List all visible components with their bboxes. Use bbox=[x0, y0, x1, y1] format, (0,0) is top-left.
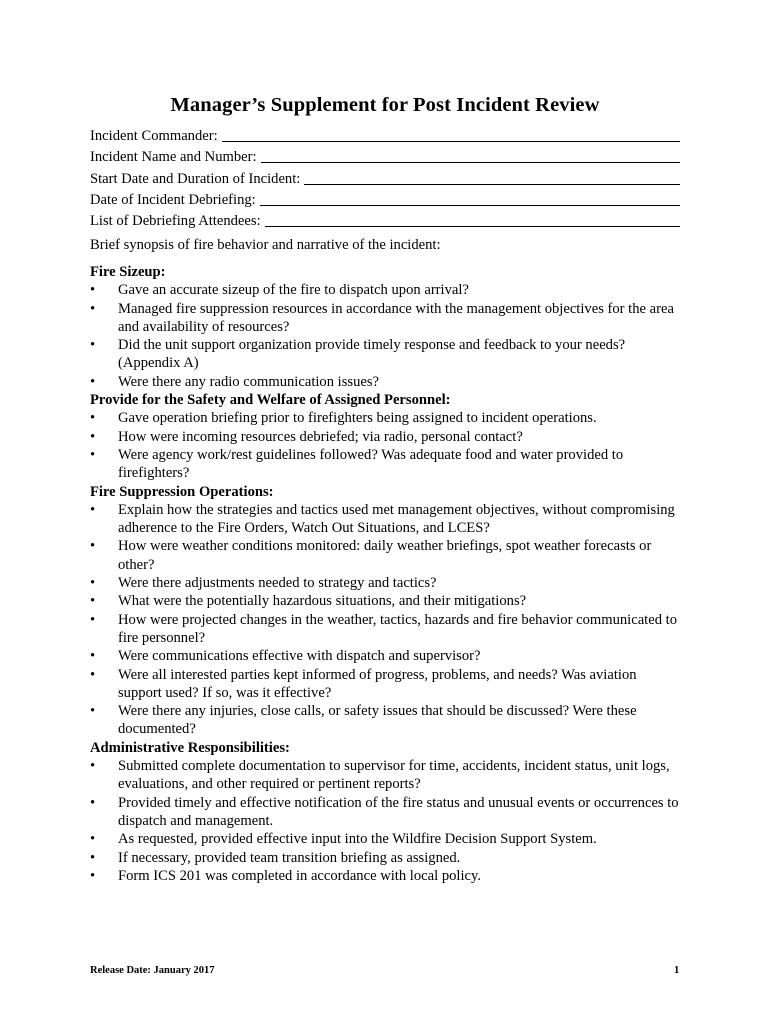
bullet-icon: • bbox=[90, 831, 96, 848]
bullet-icon: • bbox=[90, 648, 96, 665]
list-item bbox=[90, 501, 680, 538]
list-item-text: Did the unit support organization provide timely response and feedback to your needs? (Appendix A) bbox=[118, 337, 626, 372]
list-item bbox=[90, 702, 680, 739]
list-item-text: Provided timely and effective notification of the fire status and unusual events or occurrences to dispatch and management. bbox=[118, 794, 679, 829]
field-incident-commander bbox=[90, 124, 680, 145]
bullet-icon: • bbox=[90, 337, 96, 354]
page-number: 1 bbox=[674, 965, 680, 976]
field-label: Incident Commander: bbox=[90, 128, 218, 145]
list-item bbox=[90, 281, 680, 299]
section-heading-fire-sizeup: Fire Sizeup: bbox=[90, 264, 166, 280]
list-item bbox=[90, 537, 680, 574]
bullet-icon: • bbox=[90, 794, 96, 811]
bullet-icon: • bbox=[90, 849, 96, 866]
list-item-text: As requested, provided effective input into the Wildfire Decision Support System. bbox=[118, 831, 597, 848]
list-item-text: What were the potentially hazardous situations, and their mitigations? bbox=[118, 593, 527, 610]
list-item bbox=[90, 647, 680, 665]
list-item-text: Managed fire suppression resources in accordance with the management objectives for the area and availability of resources? bbox=[118, 300, 674, 335]
list-item-text: Were there any injuries, close calls, or safety issues that should be discussed? Were these documented? bbox=[118, 703, 637, 738]
bullet-icon: • bbox=[90, 282, 96, 299]
bullet-icon: • bbox=[90, 501, 96, 518]
list-item-text: How were incoming resources debriefed; via radio, personal contact? bbox=[118, 428, 523, 445]
blank-line[interactable] bbox=[260, 193, 680, 206]
bullet-icon: • bbox=[90, 446, 96, 463]
list-item bbox=[90, 428, 680, 446]
bullet-icon: • bbox=[90, 703, 96, 720]
bullet-icon: • bbox=[90, 373, 96, 390]
review-sections bbox=[90, 263, 680, 885]
field-debriefing-attendees bbox=[90, 209, 680, 230]
field-label: Incident Name and Number: bbox=[90, 149, 257, 166]
list-item bbox=[90, 794, 680, 831]
release-date: Release Date: January 2017 bbox=[90, 965, 215, 976]
list-item bbox=[90, 373, 680, 391]
page-title: Manager’s Supplement for Post Incident Review bbox=[170, 94, 600, 116]
bullet-icon: • bbox=[90, 867, 96, 884]
list-item-text: Were communications effective with dispatch and supervisor? bbox=[118, 648, 481, 665]
list-item bbox=[90, 300, 680, 337]
field-debriefing-date bbox=[90, 188, 680, 209]
list-item-text: Gave an accurate sizeup of the fire to dispatch upon arrival? bbox=[118, 282, 469, 299]
field-label: List of Debriefing Attendees: bbox=[90, 212, 261, 229]
list-item bbox=[90, 666, 680, 703]
blank-line[interactable] bbox=[265, 214, 680, 227]
list-item-text: How were weather conditions monitored: daily weather briefings, spot weather forecasts or other? bbox=[118, 538, 652, 573]
list-item-text: Submitted complete documentation to supervisor for time, accidents, incident status, unit logs, evaluations, and other required or pertinent reports? bbox=[118, 758, 670, 793]
list-item bbox=[90, 830, 680, 848]
bullet-icon: • bbox=[90, 666, 96, 683]
list-safety-welfare bbox=[90, 409, 680, 482]
field-label: Date of Incident Debriefing: bbox=[90, 191, 256, 208]
field-start-date-duration bbox=[90, 166, 680, 187]
list-item-text: Were all interested parties kept informed of progress, problems, and needs? Was aviation support used? If so, was it effective? bbox=[118, 666, 637, 701]
list-item-text: If necessary, provided team transition briefing as assigned. bbox=[118, 849, 461, 866]
list-item bbox=[90, 867, 680, 885]
list-item bbox=[90, 336, 680, 373]
bullet-icon: • bbox=[90, 538, 96, 555]
bullet-icon: • bbox=[90, 611, 96, 628]
section-heading-suppression-operations: Fire Suppression Operations: bbox=[90, 483, 274, 500]
list-item-text: Were there any radio communication issues? bbox=[118, 373, 380, 390]
list-item-text: How were projected changes in the weather, tactics, hazards and fire behavior communicated to fire personnel? bbox=[118, 611, 678, 646]
list-item-text: Were agency work/rest guidelines followed? Was adequate food and water provided to firefighters? bbox=[118, 446, 624, 482]
list-item bbox=[90, 409, 680, 427]
blank-line[interactable] bbox=[304, 172, 680, 185]
list-item bbox=[90, 611, 680, 648]
blank-line[interactable] bbox=[261, 150, 680, 163]
list-item-text: Were there adjustments needed to strategy and tactics? bbox=[118, 575, 437, 592]
list-item-text: Explain how the strategies and tactics used met management objectives, without compromising adherence to the Fire Orders, Watch Out Situations, and LCES? bbox=[118, 501, 675, 537]
bullet-icon: • bbox=[90, 410, 96, 427]
field-label: Start Date and Duration of Incident: bbox=[90, 170, 301, 187]
list-item bbox=[90, 446, 680, 483]
list-item-text: Form ICS 201 was completed in accordance with local policy. bbox=[118, 867, 481, 884]
list-fire-sizeup bbox=[90, 281, 680, 391]
list-item-text: Gave operation briefing prior to firefighters being assigned to incident operations. bbox=[118, 410, 597, 427]
bullet-icon: • bbox=[90, 575, 96, 592]
bullet-icon: • bbox=[90, 428, 96, 445]
list-item bbox=[90, 849, 680, 867]
list-item bbox=[90, 757, 680, 794]
field-incident-name-number bbox=[90, 145, 680, 166]
list-administrative bbox=[90, 757, 680, 885]
synopsis-prompt: Brief synopsis of fire behavior and narrative of the incident: bbox=[90, 237, 441, 253]
list-item bbox=[90, 592, 680, 610]
bullet-icon: • bbox=[90, 300, 96, 317]
header-fields bbox=[90, 124, 680, 230]
list-item bbox=[90, 574, 680, 592]
blank-line[interactable] bbox=[222, 129, 680, 142]
bullet-icon: • bbox=[90, 593, 96, 610]
section-heading-administrative: Administrative Responsibilities: bbox=[90, 739, 290, 756]
section-heading-safety-welfare: Provide for the Safety and Welfare of Assigned Personnel: bbox=[90, 392, 451, 409]
list-suppression-operations bbox=[90, 501, 680, 739]
bullet-icon: • bbox=[90, 758, 96, 775]
